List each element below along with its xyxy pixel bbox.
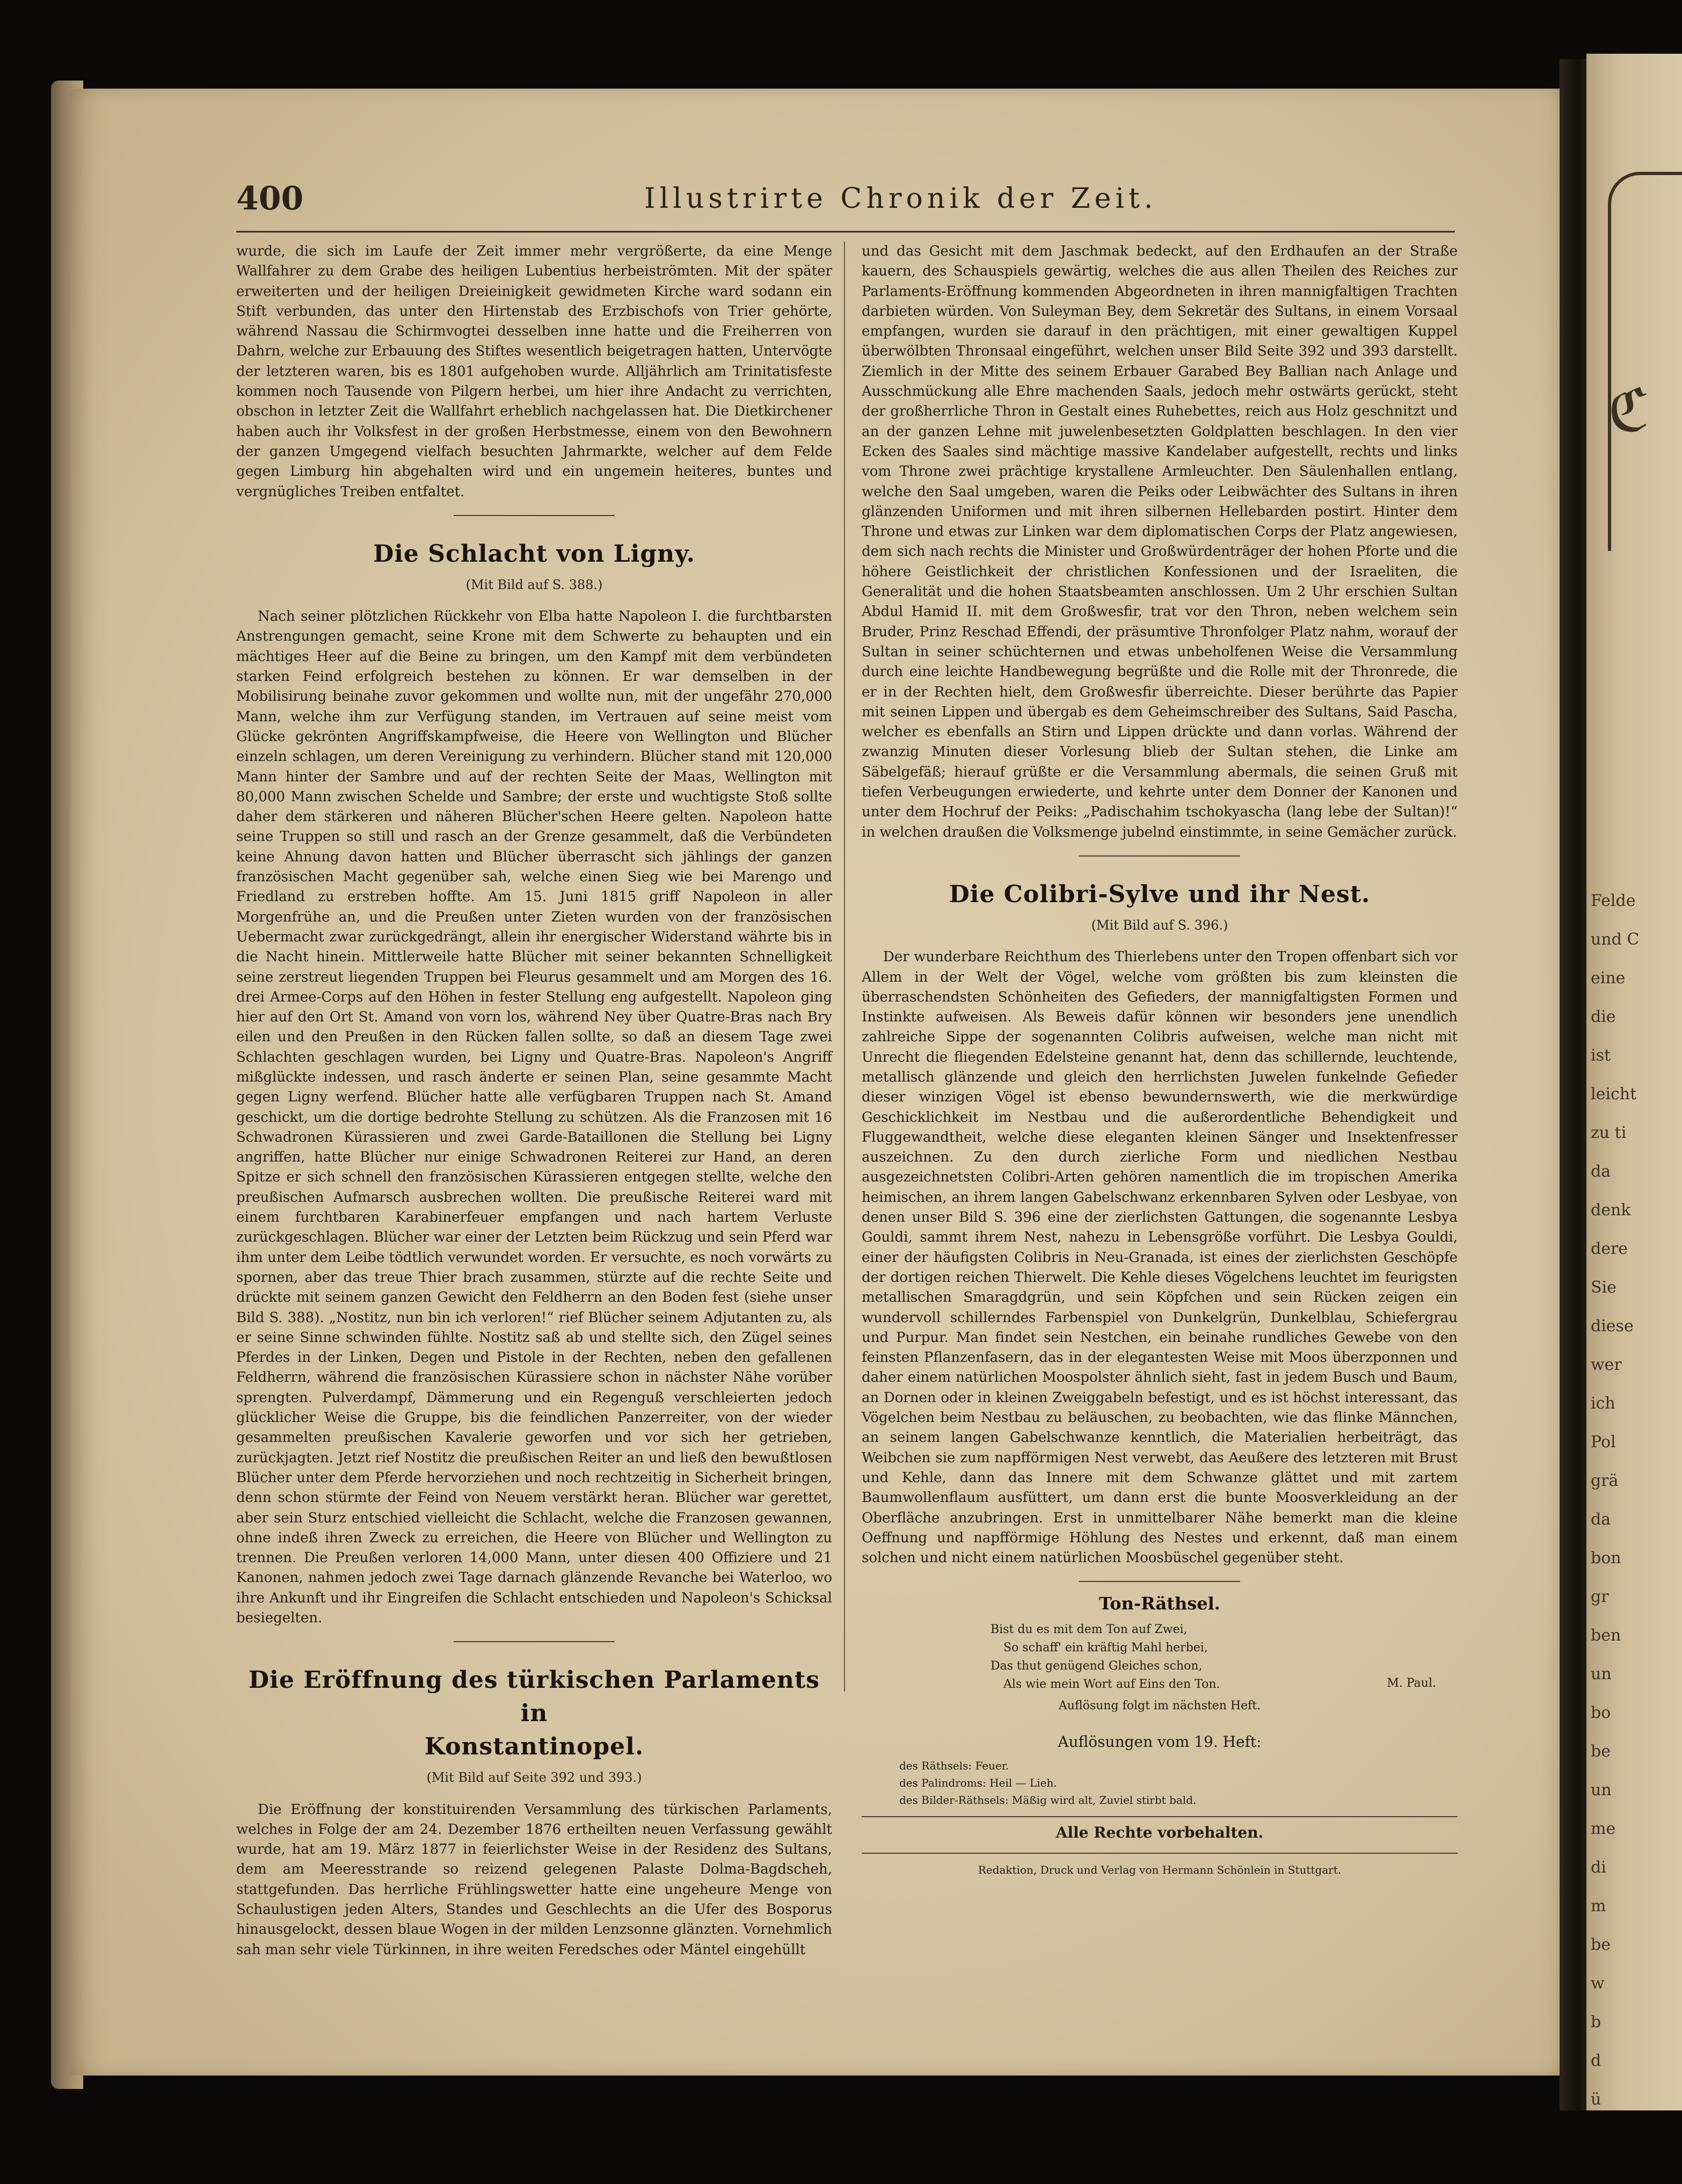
next-page-fragment: leicht <box>1591 1085 1637 1104</box>
article-title-ligny: Die Schlacht von Ligny. <box>373 540 695 568</box>
column-divider <box>844 242 845 1692</box>
next-page-fragment: m <box>1591 1897 1606 1915</box>
solution-item: des Bilder-Räthsels: Mäßig wird alt, Zuviel stirbt bald. <box>899 1794 1197 1807</box>
next-page-fragment: ben <box>1591 1626 1621 1645</box>
section-divider <box>454 515 615 516</box>
left-column <box>236 242 832 1960</box>
next-page-edge <box>1586 54 1682 2110</box>
next-page-fragment: d <box>1591 2051 1601 2070</box>
next-page-fragment: un <box>1591 1665 1612 1684</box>
next-page-fragment: da <box>1591 1510 1611 1529</box>
imprint: Redaktion, Druck und Verlag von Hermann Schönlein in Stuttgart. <box>978 1863 1342 1876</box>
next-page-fragment: Sie <box>1591 1278 1617 1297</box>
section-divider <box>1079 855 1240 857</box>
riddle-block <box>862 1621 1458 1694</box>
riddle-line: Bist du es mit dem Ton auf Zwei, <box>991 1622 1188 1636</box>
next-page-fragment: und C <box>1591 930 1640 949</box>
article-subtitle-colibri: (Mit Bild auf S. 396.) <box>1091 917 1228 933</box>
solution-item: des Räthsels: Feuer. <box>899 1759 1009 1773</box>
intro-paragraph: wurde, die sich im Laufe der Zeit immer mehr vergrößerte, da eine Menge Wallfahrer zu dem Grabe des heiligen Lubentius herbeiströmten. Mit der später erweiterten und der heiligen Dreieinigkeit gewidmeten Kirche ward sodann ein Stift verbunden, das unter den Hirtenstab des Erzbischofs von Trier gehörte, während Nassau die Schirmvogtei desselben inne hatte und die Freiherren von Dahrn, welche zur Erbauung des Stiftes wesentlich beigetragen hatten, Untervögte der letzteren waren, bis es 1801 aufgehoben wurde. Alljährlich am Trinitatisfeste kommen noch Tausende von Pilgern herbei, um hier ihre Andacht zu verrichten, obschon in letzter Zeit die Wallfahrt erheblich nachgelassen hat. Die Dietkirchener haben auch ihr Volksfest in der großen Herbstmesse, einem von den Bewohnern der ganzen Umgegend vielfach besuchten Jahrmarkte, welcher auf dem Felde gegen Limburg hin abgehalten wird und ein ungemein heiteres, buntes und vergnügliches Treiben entfaltet. <box>236 243 832 500</box>
ornament-border <box>1608 172 1682 551</box>
next-page-fragment: wer <box>1591 1355 1622 1374</box>
next-page-fragment: zu ti <box>1591 1123 1627 1142</box>
next-page-fragment: ist <box>1591 1046 1611 1065</box>
next-page-fragment: w <box>1591 1974 1605 1993</box>
riddle-title: Ton-Räthsel. <box>1099 1593 1220 1614</box>
article-body-parliament: Die Eröffnung der konstituirenden Versammlung des türkischen Parlaments, welches in Folge der am 24. Dezember 1876 ertheilten neuen Verfassung gewählt wurde, hat am 19. März 1877 in feierlichster Weise in der Residenz des Sultans, dem am Meeresstrande so reizend gelegenen Palaste Dolma-Bagdscheh, stattgefunden. Das herrliche Frühlingswetter hatte eine ungeheure Menge von Schaulustigen jeden Alters, Standes und Geschlechts an die Ufer des Bosporus hinausgelockt, dessen blaue Wogen in der milden Lenzsonne glänzten. Vornehmlich sah man sehr viele Türkinnen, in ihre weiten Feredsches oder Mäntel eingehüllt <box>236 1801 832 1958</box>
next-page-fragment: un <box>1591 1781 1612 1800</box>
article-title-parliament-line2: Konstantinopel. <box>424 1733 644 1761</box>
riddle-line: So schaff' ein kräftig Mahl herbei, <box>1003 1641 1208 1655</box>
section-divider <box>1079 1581 1240 1582</box>
rights-notice: Alle Rechte vorbehalten. <box>1055 1824 1264 1842</box>
next-page-fragment: bon <box>1591 1549 1621 1568</box>
solution-item: des Palindroms: Heil — Lieh. <box>899 1776 1057 1790</box>
article-body-ligny: Nach seiner plötzlichen Rückkehr von Elba hatte Napoleon I. die furchtbarsten Anstrengungen gemacht, seine Krone mit dem Schwerte zu behaupten und ein mächtiges Heer auf die Beine zu bringen, um den Kampf mit dem verbündeten starken Feind erfolgreich bestehen zu können. Er war demselben in der Mobilisirung beinahe zuvor gekommen und wollte nun, mit der ungefähr 270,000 Mann, welche ihm zur Verfügung standen, im Vertrauen auf seine meist vom Glücke gekrönten Angriffskampfweise, die Heere von Wellington und Blücher einzeln schlagen, um deren Vereinigung zu verhindern. Blücher stand mit 120,000 Mann hinter der Sambre und auf der rechten Seite der Maas, Wellington mit 80,000 Mann zwischen Schelde und Sambre; der erste und wuchtigste Stoß sollte daher dem stärkeren und näheren Blücher'schen Heere gelten. Napoleon hatte seine Truppen so still und rasch an der Grenze gesammelt, daß die Verbündeten keine Ahnung davon hatten und Blücher überrascht sich jählings der ganzen französischen Macht gegenüber sah, welche einen Sieg wie bei Marengo und Friedland zu erstreben hoffte. Am 15. Juni 1815 griff Napoleon in aller Morgenfrühe an, und die Preußen unter Zieten wurden von der französischen Uebermacht zwar zurückgedrängt, allein ihr energischer Widerstand währte bis in die Nacht hinein. Mittlerweile hatte Blücher mit seiner bekannten Schnelligkeit seine zerstreut liegenden Truppen bei Fleurus gesammelt und am Morgen des 16. drei Armee-Corps auf den Höhen in fester Stellung eng aufgestellt. Napoleon ging hier auf den Ort St. Amand von vorn los, während Ney über Quatre-Bras nach Bry eilen und den Preußen in den Rücken fallen sollte, so daß an diesem Tage zwei Schlachten geschlagen wurden, bei Ligny und Quatre-Bras. Napoleon's Angriff mißglückte indessen, und rasch änderte er seinen Plan, seine gesammte Macht gegen Ligny werfend. Blücher hatte alle verfügbaren Truppen nach St. Amand geschickt, um die dortige bedrohte Stellung zu schützen. Als die Franzosen mit 16 Schwadronen Kürassieren und zwei Garde-Bataillonen die Stellung bei Ligny angriffen, hatte Blücher nur einige Schwadronen Reiterei zur Hand, an deren Spitze er sich schnell den französischen Kürassieren entgegen stellte, welche den preußischen Aufmarsch ausbrechen wollten. Die preußische Reiterei ward mit einem furchtbaren Karabinerfeuer empfangen und nach hartem Verluste zurückgeschlagen. Blücher war einer der Letzten beim Rückzug und sein Pferd war ihm unter dem Leibe tödtlich verwundet worden. Er versuchte, es noch vorwärts zu spornen, aber das treue Thier brach zusammen, stürzte auf die rechte Seite und drückte mit seinem ganzen Gewicht den Feldherrn an den Boden fest (siehe unser Bild S. 388). „Nostitz, nun bin ich verloren!“ rief Blücher seinem Adjutanten zu, als er seine Sinne schwinden fühlte. Nostitz saß ab und stellte sich, den Zügel seines Pferdes in der Linken, Degen und Pistole in der Rechten, neben den gefallenen Feldherrn, während die französischen Kürassiere schon in nächster Nähe vorüber sprengten. Pulverdampf, Dämmerung und ein Regenguß verschleierten jedoch glücklicher Weise die Gruppe, bis die feindlichen Panzerreiter, von der wieder gesammelten preußischen Kavalerie geworfen und vor sich her getrieben, zurückjagten. Jetzt rief Nostitz die preußischen Reiter an und ließ den bewußtlosen Blücher unter dem Pferde hervorziehen und noch rechtzeitig in Sicherheit bringen, denn schon stürmte der Feind von Neuem verstärkt heran. Blücher war gerettet, aber sein Sturz entschied vielleicht die Schlacht, welche die Franzosen gewannen, ohne indeß ihren Zweck zu erreichen, die Heere von Blücher und Wellington zu trennen. Die Preußen verloren 14,000 Mann, unter diesen 400 Offiziere und 21 Kanonen, nahmen jedoch zwei Tage darnach glänzende Revanche bei Waterloo, wo ihre Ankunft und ihr Eingreifen die Schlacht entschieden und Napoleon's Schicksal besiegelten. <box>236 608 832 1626</box>
next-page-fragment: die <box>1591 1007 1616 1026</box>
article-body-colibri: Der wunderbare Reichthum des Thierlebens unter den Tropen offenbart sich vor Allem in der Welt der Vögel, welche vom größten bis zum kleinsten die überraschendsten Schönheiten des Gefieders, der mannigfaltigsten Formen und Instinkte aufweisen. Als Beweis dafür können wir besonders jene unendlich zahlreiche Sippe der sogenannten Colibris aufweisen, welche man nicht mit Unrecht die fliegenden Edelsteine genannt hat, denn das schillernde, leuchtende, metallisch glänzende und gleich den herrlichsten Juwelen funkelnde Gefieder dieser winzigen Vögel ist ebenso bewundernswerth, wie die merkwürdige Geschicklichkeit im Nestbau und die außerordentliche Behendigkeit und Fluggewandtheit, welche diese eleganten kleinen Sänger und Insektenfresser auszeichnen. Zu den durch zierliche Form und niedlichen Nestbau ausgezeichnetsten Colibri-Arten gehören namentlich die im tropischen Amerika heimischen, an ihrem langen Gabelschwanz erkennbaren Sylven oder Lesbyae, von denen unser Bild S. 396 eine der zierlichsten Gattungen, die sogenannte Lesbya Gouldi, sammt ihrem Nest, nahezu in Lebensgröße vorführt. Die Lesbya Gouldi, einer der häufigsten Colibris in Neu-Granada, ist eines der zierlichsten Geschöpfe der dortigen reichen Thierwelt. Die Kehle dieses Vögelchens leuchtet im feurigsten metallischen Smaragdgrün, und sein Köpfchen und sein Rücken zeigen ein wundervoll schillerndes Farbenspiel von Dunkelgrün, Dunkelblau, Schiefergrau und Purpur. Man findet sein Nestchen, ein beinahe rundliches Gewebe von den feinsten Pflanzenfasern, das in der elegantesten Weise mit Moos überzponnen und daher einem natürlichen Moospolster ähnlich sieht, fast in jedem Busch und Baum, an Dornen oder in kleinen Zweiggabeln befestigt, und es ist höchst interessant, das Vögelchen beim Nestbau zu beläuschen, zu beobachten, wie das flinke Männchen, an seinem langen Gabelschwanze kenntlich, die Materialien herbeiträgt, das Weibchen sie zum napfförmigen Nest verwebt, das Aeußere des letzteren mit Brust und Kehle, dann das Innere mit dem Schwanze glättet und mit zartem Baumwollenflaum ausfüttert, um dann erst die bunte Moosverkleidung an der Oberfläche anzubringen. Erst in unmittelbarer Nähe bemerkt man die kleine Oeffnung und napfförmige Höhlung des Nestes und erkennt, daß man einem solchen und nicht einem natürlichen Moosbüschel gegenüber steht. <box>862 949 1458 1566</box>
next-page-fragment: da <box>1591 1162 1611 1181</box>
next-page-fragment: grä <box>1591 1471 1619 1490</box>
rights-rule <box>862 1853 1458 1854</box>
next-page-fragment: dere <box>1591 1239 1628 1258</box>
header-rule <box>236 231 1455 233</box>
article-title-parliament: Die Eröffnung des türkischen Parlaments in <box>248 1666 820 1728</box>
next-page-fragment: be <box>1591 1935 1611 1954</box>
next-page-fragment: denk <box>1591 1201 1631 1220</box>
next-page-fragment: eine <box>1591 969 1626 988</box>
article-subtitle-parliament: (Mit Bild auf Seite 392 und 393.) <box>426 1770 642 1786</box>
parliament-continuation: und das Gesicht mit dem Jaschmak bedeckt, auf den Erdhaufen an der Straße kauern, des Schauspiels gewärtig, welches die aus allen Theilen des Reiches zur Parlaments-Eröffnung kommenden Abgeordneten in ihren mannigfaltigen Trachten darbieten würden. Von Suleyman Bey, dem Sekretär des Sultans, in einem Vorsaal empfangen, wurden sie darauf in den prächtigen, mit einer gewaltigen Kuppel überwölbten Thronsaal eingeführt, welchen unser Bild Seite 392 und 393 darstellt. Ziemlich in der Mitte des seinem Erbauer Garabed Bey Ballian nach Anlage und Ausschmückung alle Ehre machenden Saals, jedoch mehr ostwärts gerückt, steht der großherrliche Thron in Gestalt eines Ruhebettes, reich aus Holz geschnitzt und an der ganzen Lehne mit juwelenbesetzten Goldplatten beschlagen. In den vier Ecken des Saales sind mächtige massive Kandelaber aufgestellt, rechts und links vom Throne zwei prächtige krystallene Armleuchter. Den Säulenhallen entlang, welche den Saal umgeben, waren die Peiks oder Leibwächter des Sultans in ihren glänzenden Uniformen und mit ihren silbernen Hellebarden postirt. Hinter dem Throne und etwas zur Linken war dem diplomatischen Corps der Platz angewiesen, dem sich nach rechts die Minister und Großwürdenträger der hohen Pforte und die höhere Geistlichkeit der christlichen Konfessionen und der Israeliten, die Generalität und die hohen Staatsbeamten anschlossen. Um 2 Uhr erschien Sultan Abdul Hamid II. mit dem Großwesfir, trat vor den Thron, neben welchem sein Bruder, Prinz Reschad Effendi, der präsumtive Thronfolger Platz nahm, worauf der Sultan in seiner schüchternen und etwas unbeholfenen Weise die Versammlung durch eine leichte Handbewegung begrüßte und die Rolle mit der Thronrede, die er in der Rechten hielt, dem Großwesfir überreichte. Dieser berührte das Papier mit seinen Lippen und übergab es dem Geheimschreiber des Sultans, Said Pascha, welcher es ebenfalls an Stirn und Lippen drückte und dann vorlas. Während der zwanzig Minuten dieser Vorlesung blieb der Sultan stehen, die Linke am Säbelgefäß; hierauf grüßte er die Versammlung abermals, die seinen Gruß mit tiefen Verbeugungen erwiederte, und kehrte unter dem Donner der Kanonen und unter dem Hochruf der Peiks: „Padischahim tschokyascha (lang lebe der Sultan)!“ in welchen draußen die Volksmenge jubelnd einstimmte, in seine Gemächer zurück. <box>862 243 1458 840</box>
next-page-fragment: di <box>1591 1858 1606 1877</box>
article-subtitle-ligny: (Mit Bild auf S. 388.) <box>465 577 603 592</box>
next-page-fragment: me <box>1591 1819 1616 1838</box>
rights-rule <box>862 1816 1458 1817</box>
riddle-line: Das thut genügend Gleiches schon, <box>991 1659 1203 1673</box>
article-title-colibri: Die Colibri-Sylve und ihr Nest. <box>949 880 1371 908</box>
riddle-line: Als wie mein Wort auf Eins den Ton. <box>1003 1677 1220 1691</box>
next-page-fragment: diese <box>1591 1317 1634 1336</box>
next-page-fragment: b <box>1591 2013 1601 2031</box>
solutions-title: Auflösungen vom 19. Heft: <box>1058 1733 1262 1751</box>
next-page-fragment: gr <box>1591 1587 1609 1606</box>
running-title: Illustrirte Chronik der Zeit. <box>644 183 1157 215</box>
riddle-solution-note: Auflösung folgt im nächsten Heft. <box>1058 1699 1261 1713</box>
next-page-fragment: ü <box>1591 2090 1601 2109</box>
ornament-letter: ℭ <box>1608 376 1650 445</box>
next-page-fragment: Felde <box>1591 891 1636 910</box>
solutions-list <box>899 1757 1458 1809</box>
section-divider <box>454 1641 615 1642</box>
next-page-fragment: ich <box>1591 1394 1615 1413</box>
riddle-author: M. Paul. <box>1387 1677 1436 1690</box>
next-page-fragment: Pol <box>1591 1433 1616 1452</box>
right-column <box>862 242 1458 1880</box>
next-page-fragment: bo <box>1591 1703 1611 1722</box>
next-page-fragment: be <box>1591 1742 1611 1761</box>
page-number: 400 <box>236 180 304 217</box>
